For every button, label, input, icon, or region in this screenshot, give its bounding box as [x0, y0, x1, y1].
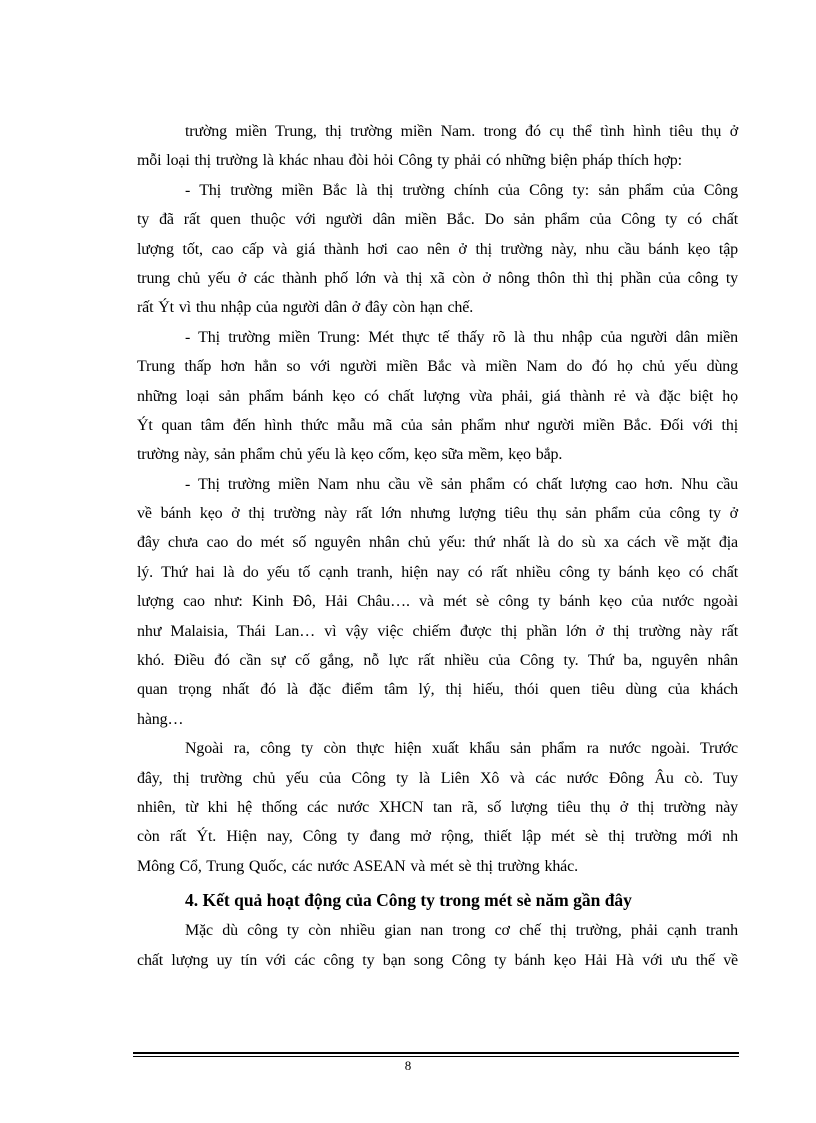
text-line: đây, thị trường chủ yếu của Công ty là Liên Xô và các nước Đông Âu cò. Tuy [137, 769, 738, 787]
text-line: - Thị trường miền Trung: Mét thực tế thấy rõ là thu nhập của người dân miền [185, 328, 738, 346]
text-line: trung chủ yếu ở các thành phố lớn và thị xã còn ở nông thôn thì thị phần của công ty [137, 269, 738, 287]
page-number: 8 [404, 1058, 412, 1073]
paragraph-south-market [137, 470, 738, 735]
text-line: Ýt quan tâm đến hình thức mẫu mã của sản phẩm như người miền Bắc. Đối với thị [137, 416, 738, 434]
text-line: nhiên, từ khi hệ thống các nước XHCN tan rã, số lượng tiêu thụ ở thị trường này [137, 798, 738, 816]
paragraph-north-market [137, 176, 738, 323]
paragraph-export [137, 734, 738, 881]
text-line: còn rất Ýt. Hiện nay, Công ty đang mở rộng, thiết lập mét sè thị trường mới nh [137, 828, 738, 846]
paragraph-1 [137, 117, 738, 176]
paragraph-central-market [137, 323, 738, 470]
text-line: lượng tốt, cao cấp và giá thành hơi cao nên ở thị trường này, nhu cầu bánh kẹo tập [137, 240, 738, 258]
text-line: Trung thấp hơn hẳn so với người miền Bắc và miền Nam do đó họ chủ yếu dùng [137, 358, 738, 376]
text-line: Mặc dù công ty còn nhiều gian nan trong cơ chế thị trường, phải cạnh tranh [185, 922, 738, 940]
text-line: như Malaisia, Thái Lan… vì vậy việc chiếm được thị phần lớn ở thị trường này rất [137, 622, 738, 640]
text-line: Ngoài ra, công ty còn thực hiện xuất khẩu sản phẩm ra nước ngoài. Trước [185, 740, 738, 758]
text-line: khó. Điều đó cần sự cố gắng, nỗ lực rất nhiều của Công ty. Thứ ba, nguyên nhân [137, 652, 738, 670]
text-line: quan trọng nhất đó là đặc điểm tâm lý, thị hiếu, thói quen tiêu dùng của khách [137, 681, 738, 699]
text-line: mỗi loại thị trường là khác nhau đòi hỏi Công ty phải có những biện pháp thích hợp: [137, 152, 682, 170]
text-line: ty đã rất quen thuộc với người dân miền Bắc. Do sản phẩm của Công ty có chất [137, 211, 738, 229]
text-line: chất lượng uy tín với các công ty bạn song Công ty bánh kẹo Hải Hà với ưu thế về [137, 951, 738, 969]
text-line: lý. Thứ hai là do yếu tố cạnh tranh, hiện nay có rất nhiều công ty bánh kẹo có chất [137, 563, 738, 581]
text-line: trường miền Trung, thị trường miền Nam. trong đó cụ thể tình hình tiêu thụ ở [185, 123, 738, 140]
text-line: trường này, sản phẩm chủ yếu là kẹo cốm, kẹo sữa mềm, kẹo bắp. [137, 446, 563, 464]
text-line: lượng cao như: Kinh Đô, Hải Châu…. và mét sè công ty bánh kẹo của nước ngoài [137, 593, 738, 611]
text-line: hàng… [137, 710, 184, 728]
text-line: đây chưa cao do mét số nguyên nhân chủ yếu: thứ nhất là do sù xa cách về mặt địa [137, 534, 738, 552]
text-line: về bánh kẹo ở thị trường này rất lớn nhưng lượng tiêu thụ sản phẩm của công ty ở [137, 505, 738, 523]
text-line: rất Ýt vì thu nhập của người dân ở đây còn hạn chế. [137, 299, 474, 317]
text-line: - Thị trường miền Nam nhu cầu về sản phẩm có chất lượng cao hơn. Nhu cầu [185, 475, 738, 493]
section-heading: 4. Kết quả hoạt động của Công ty trong mét sè năm gần đây [185, 890, 632, 911]
text-line: những loại sản phẩm bánh kẹo có chất lượng vừa phải, giá thành rẻ và đặc biệt họ [137, 387, 738, 405]
page-body [137, 117, 738, 975]
text-line: Mông Cổ, Trung Quốc, các nước ASEAN và mét sè thị trường khác. [137, 857, 578, 875]
footer-rule [133, 1052, 739, 1057]
text-line: - Thị trường miền Bắc là thị trường chính của Công ty: sản phẩm của Công [185, 181, 738, 199]
paragraph-results [137, 916, 738, 975]
